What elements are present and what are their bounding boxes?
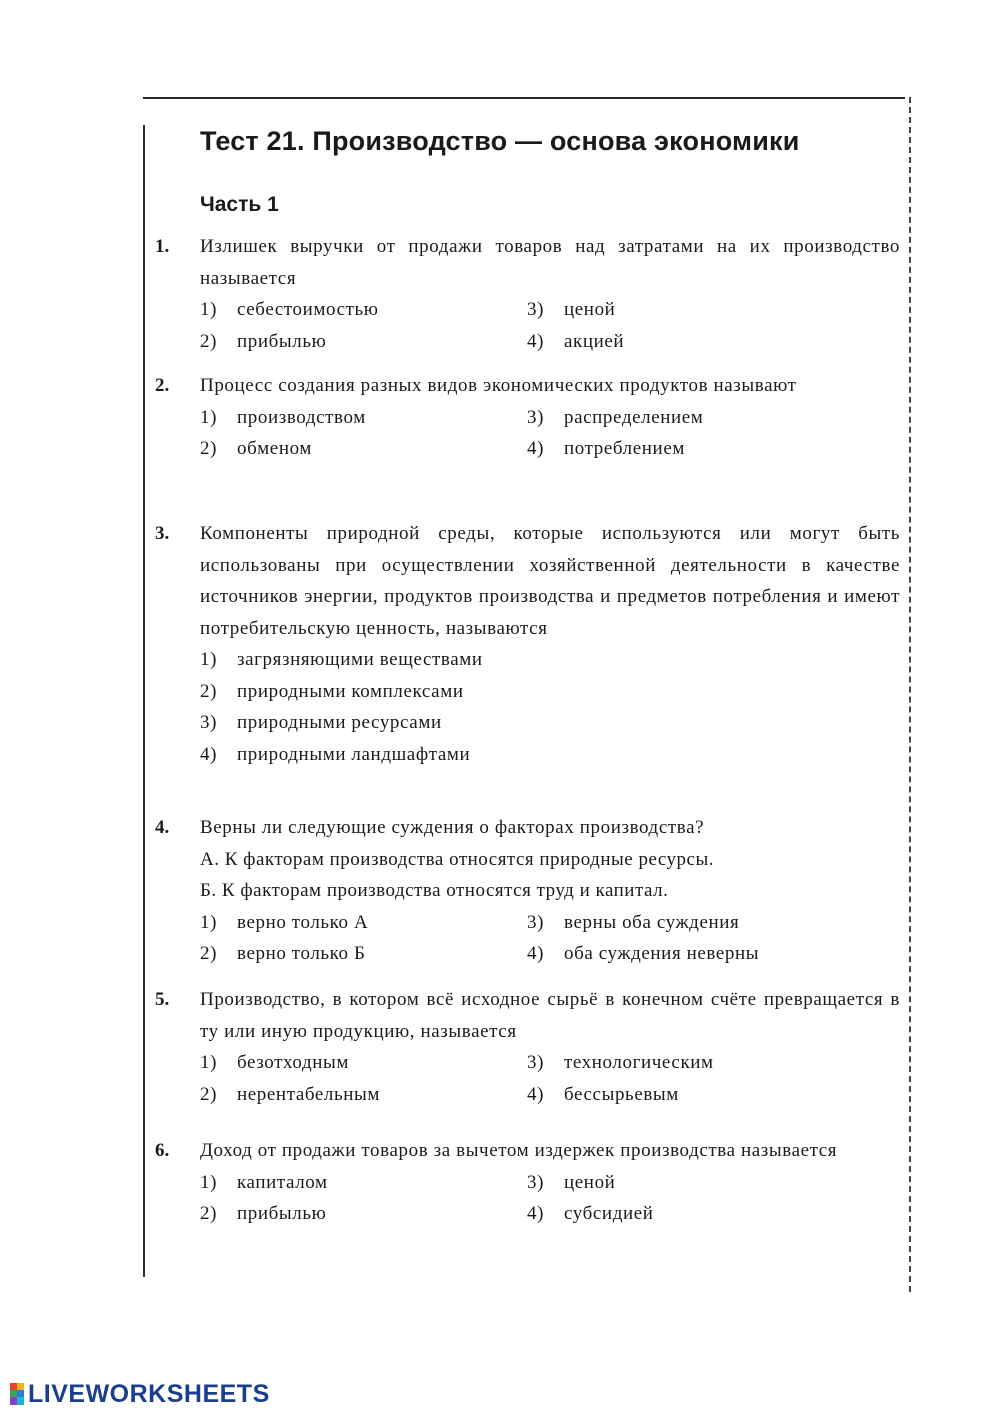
brand-name: LIVEWORKSHEETS (28, 1379, 270, 1408)
answer-option-4[interactable]: 4) субсидией (527, 1203, 654, 1224)
question-number: 3. (155, 523, 170, 544)
answer-option-4[interactable]: 4) природными ландшафтами (200, 743, 471, 765)
footer-brand[interactable] (10, 1380, 270, 1408)
statement-b: Б. К факторам производства относятся труд и капитал. (200, 880, 669, 901)
page-title: Тест 21. Производство — основа экономики (200, 126, 800, 156)
answer-option-1[interactable]: 1) производством (200, 406, 366, 428)
answer-options (200, 294, 900, 357)
left-margin-rule (143, 125, 145, 1277)
question-text: Доход от продажи товаров за вычетом издержек производства называется (200, 1140, 838, 1161)
answer-options (200, 1047, 900, 1110)
answer-option-3[interactable]: 3) природными ресурсами (200, 712, 442, 733)
answer-option-3[interactable]: 3) технологическим (527, 1052, 714, 1073)
answer-option-4[interactable]: 4) оба суждения неверны (527, 943, 760, 964)
question-text: Верны ли следующие суждения о факторах производства? (200, 817, 705, 838)
question-text: Излишек выручки от продажи товаров над затратами на их производство называется (200, 236, 900, 289)
answer-options (200, 907, 900, 970)
question-1 (155, 231, 900, 357)
question-number: 6. (155, 1140, 170, 1161)
answer-option-3[interactable]: 3) ценой (527, 299, 616, 320)
answer-option-4[interactable]: 4) акцией (527, 330, 625, 352)
question-number: 4. (155, 817, 170, 838)
question-text: Производство, в котором всё исходное сырьё в конечном счёте превращается в ту или иную продукцию, называется (200, 989, 900, 1042)
answer-option-2[interactable]: 2) природными комплексами (200, 680, 464, 702)
answer-option-1[interactable]: 1) безотходным (200, 1052, 349, 1073)
answer-options (200, 402, 900, 465)
answer-options (200, 1167, 900, 1230)
answer-option-3[interactable]: 3) ценой (527, 1171, 616, 1193)
answer-option-1[interactable]: 1) капиталом (200, 1171, 328, 1193)
answer-option-2[interactable]: 2) обменом (200, 438, 312, 459)
question-number: 5. (155, 989, 170, 1010)
answer-option-2[interactable]: 2) нерентабельным (200, 1083, 381, 1105)
answer-option-3[interactable]: 3) верны оба суждения (527, 911, 740, 933)
answer-option-1[interactable]: 1) себестоимостью (200, 299, 379, 320)
cut-line-dashed (909, 97, 911, 1292)
question-text: Процесс создания разных видов экономических продуктов называют (200, 375, 797, 396)
part-title: Часть 1 (200, 193, 279, 216)
question-3 (155, 518, 900, 770)
statements (200, 844, 900, 907)
question-4 (155, 812, 900, 970)
question-number: 1. (155, 236, 170, 257)
statement-a: А. К факторам производства относятся природные ресурсы. (200, 848, 715, 870)
answer-option-1[interactable]: 1) верно только А (200, 911, 369, 933)
answer-option-2[interactable]: 2) прибылью (200, 1203, 327, 1224)
answer-option-2[interactable]: 2) прибылью (200, 330, 327, 352)
question-number: 2. (155, 375, 170, 396)
answer-option-4[interactable]: 4) бессырьевым (527, 1083, 679, 1105)
answer-option-1[interactable]: 1) загрязняющими веществами (200, 649, 483, 670)
question-2 (155, 370, 900, 465)
answer-option-2[interactable]: 2) верно только Б (200, 943, 366, 964)
answer-option-3[interactable]: 3) распределением (527, 406, 704, 428)
top-rule (143, 97, 905, 99)
answer-options (200, 644, 900, 770)
question-text: Компоненты природной среды, которые используются или могут быть использованы при осуществлении хозяйственной деятельности в качестве источников энергии, продуктов производства и предметов потребления и имеют потребительскую ценность, называются (200, 523, 900, 639)
question-5 (155, 984, 900, 1110)
question-6 (155, 1135, 900, 1230)
liveworksheets-logo-icon (10, 1383, 24, 1405)
answer-option-4[interactable]: 4) потреблением (527, 438, 685, 459)
